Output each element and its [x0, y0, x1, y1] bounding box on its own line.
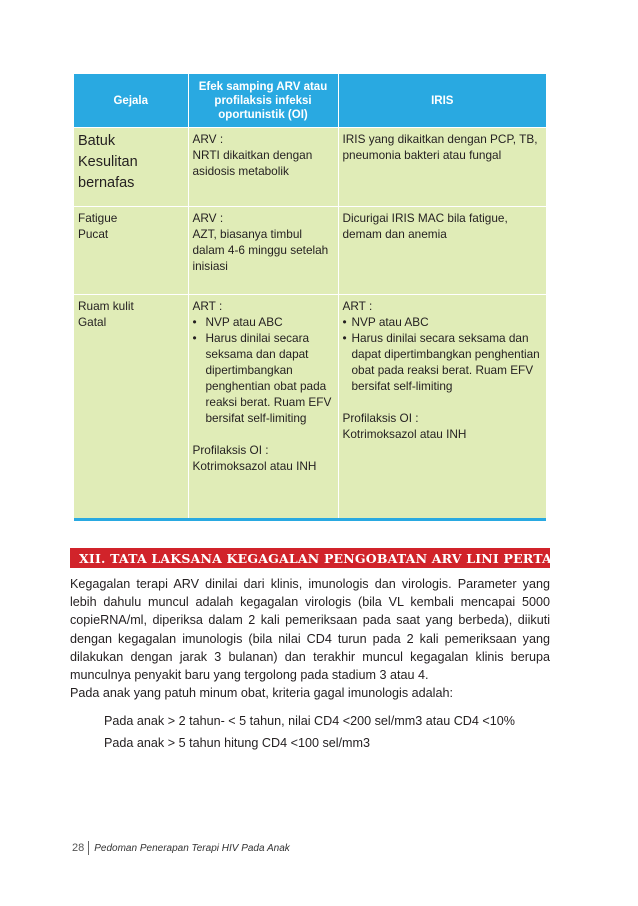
list-item: • NVP atau ABC	[193, 314, 334, 330]
cell-text: Dicurigai IRIS MAC bila fatigue, demam dan anemia	[342, 211, 508, 241]
criteria-item: Pada anak > 5 tahun hitung CD4 <100 sel/mm3	[104, 736, 371, 750]
cell-iris	[338, 207, 546, 295]
header-gejala: Gejala	[74, 74, 188, 128]
cell-text: ART :	[342, 299, 373, 313]
table-header-row	[74, 74, 546, 128]
cell-text: Kotrimoksazol atau INH	[192, 459, 317, 473]
table-row	[74, 128, 546, 207]
cell-text: Ruam kulit	[78, 299, 134, 313]
cell-text: Gatal	[78, 315, 107, 329]
cell-text: Profilaksis OI :	[342, 411, 419, 425]
cell-iris	[338, 295, 546, 520]
cell-text: Kotrimoksazol atau INH	[342, 427, 467, 441]
footer-title: Pedoman Penerapan Terapi HIV Pada Anak	[94, 842, 290, 854]
section-header	[70, 548, 576, 568]
page-number: 28	[72, 842, 85, 854]
cell-text: ARV :	[192, 211, 224, 225]
cell-text: AZT, biasanya timbul dalam 4-6 minggu setelah inisiasi	[192, 227, 329, 273]
footer-divider	[88, 841, 89, 855]
list-item: • NVP atau ABC	[343, 314, 543, 330]
list-item: • Harus dinilai secara seksama dan dapat dipertimbangkan penghentian obat pada reaksi berat. Ruam EFV bersifat self-limiting	[193, 330, 334, 426]
cell-text: Pucat	[78, 227, 109, 241]
bullet-list	[343, 314, 543, 394]
cell-text: Fatigue	[78, 211, 118, 225]
bullet-list	[193, 314, 334, 426]
header-iris: IRIS	[338, 74, 546, 128]
body-paragraph: Pada anak yang patuh minum obat, kriteria gagal imunologis adalah:	[70, 686, 453, 700]
cell-gejala	[74, 128, 188, 207]
cell-text: IRIS yang dikaitkan dengan PCP, TB, pneumonia bakteri atau fungal	[342, 132, 538, 162]
cell-text: Batuk	[78, 133, 116, 149]
cell-efek	[188, 207, 338, 295]
header-efek-samping: Efek samping ARV atau profilaksis infeksi oportunistik (OI)	[188, 74, 338, 128]
cell-text: Kesulitan bernafas	[78, 154, 138, 191]
table-row	[74, 295, 546, 520]
cell-gejala	[74, 295, 188, 520]
table-row	[74, 207, 546, 295]
cell-iris	[338, 128, 546, 207]
cell-text: ARV :	[192, 132, 224, 146]
cell-text: NRTI dikaitkan dengan asidosis metabolik	[192, 148, 313, 178]
list-item: • Harus dinilai secara seksama dan dapat dipertimbangkan penghentian obat pada reaksi berat. Ruam EFV bersifat self-limiting	[343, 330, 543, 394]
symptom-table	[74, 74, 546, 521]
cell-gejala	[74, 207, 188, 295]
criteria-item: Pada anak > 2 tahun- < 5 tahun, nilai CD4 <200 sel/mm3 atau CD4 <10%	[104, 714, 515, 728]
page-footer	[72, 841, 290, 855]
cell-text: ART :	[192, 299, 223, 313]
cell-text: Profilaksis OI :	[192, 443, 269, 457]
cell-efek	[188, 128, 338, 207]
section-title: XII. TATA LAKSANA KEGAGALAN PENGOBATAN ARV LINI PERTAMA	[79, 550, 576, 566]
cell-efek	[188, 295, 338, 520]
body-paragraph: Kegagalan terapi ARV dinilai dari klinis, imunologis dan virologis. Parameter yang lebih dahulu muncul adalah kegagalan virologis (bila VL kembali mencapai 5000 copieRNA/ml, diperiksa dalam 2 kali pemeriksaan pada saat yang berbeda), diikuti dengan kegagalan imunologis (bila nilai CD4 turun pada 2 kali pemeriksaan yang dilakukan dengan jarak 3 bulanan) dan terakhir muncul kegagalan klinis berupa munculnya penyakit baru yang tergolong pada stadium 3 atau 4.	[70, 577, 550, 683]
